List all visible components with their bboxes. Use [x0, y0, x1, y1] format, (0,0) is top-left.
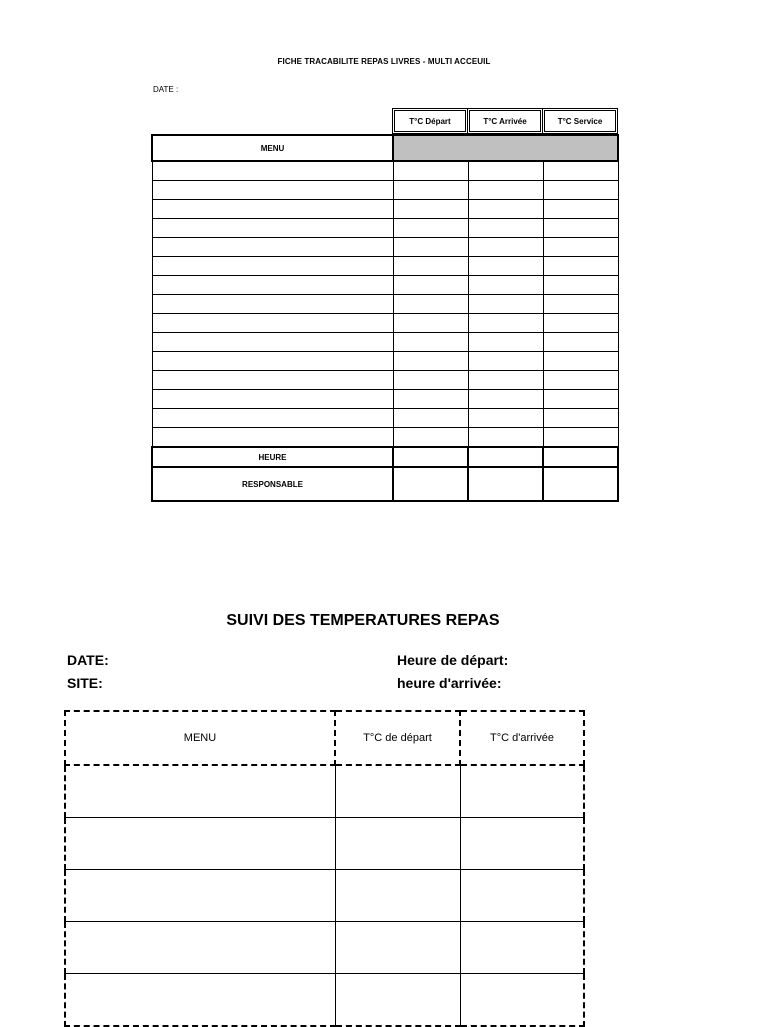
form1-menu-row: [152, 135, 618, 161]
temp-arrivee-cell[interactable]: [468, 181, 543, 200]
temp-arrivee-cell[interactable]: [468, 390, 543, 409]
form2-col-header-depart: T°C de départ: [335, 711, 460, 765]
temp-service-cell[interactable]: [543, 219, 618, 238]
temp-service-cell[interactable]: [543, 257, 618, 276]
menu-cell[interactable]: [65, 818, 335, 870]
temp-arrivee-cell[interactable]: [468, 257, 543, 276]
table-row: [65, 922, 584, 974]
temp-service-cell[interactable]: [543, 371, 618, 390]
table-row: [65, 974, 584, 1027]
temp-arrivee-cell[interactable]: [468, 371, 543, 390]
table-row: [152, 314, 618, 333]
form1-heure-label: HEURE: [152, 447, 393, 467]
temp-depart-cell[interactable]: [393, 333, 468, 352]
menu-cell[interactable]: [152, 333, 393, 352]
table-row: [152, 257, 618, 276]
responsable-arrivee-cell[interactable]: [468, 467, 543, 501]
temp-service-cell[interactable]: [543, 161, 618, 181]
temp-arrivee-cell[interactable]: [468, 161, 543, 181]
menu-cell[interactable]: [152, 238, 393, 257]
menu-cell[interactable]: [152, 314, 393, 333]
temp-depart-cell[interactable]: [393, 428, 468, 448]
menu-cell[interactable]: [152, 181, 393, 200]
temp-arrivee-cell[interactable]: [468, 314, 543, 333]
menu-cell[interactable]: [152, 295, 393, 314]
table-row: [152, 200, 618, 219]
temp-service-cell[interactable]: [543, 314, 618, 333]
temp-service-cell[interactable]: [543, 238, 618, 257]
table-row: [152, 276, 618, 295]
menu-cell[interactable]: [152, 200, 393, 219]
temp-depart-cell[interactable]: [393, 314, 468, 333]
temp-service-cell[interactable]: [543, 390, 618, 409]
table-row: [152, 295, 618, 314]
temp-depart-cell[interactable]: [393, 371, 468, 390]
menu-cell[interactable]: [152, 390, 393, 409]
table-row: [152, 371, 618, 390]
temp-arrivee-cell[interactable]: [468, 238, 543, 257]
temp-arrivee-cell[interactable]: [460, 818, 584, 870]
menu-cell[interactable]: [152, 161, 393, 181]
form1-menu-shaded-cell: [393, 135, 618, 161]
temp-depart-cell[interactable]: [393, 295, 468, 314]
temp-depart-cell[interactable]: [335, 974, 460, 1027]
table-row: [152, 181, 618, 200]
form1-col-header-arrivee: T°C Arrivée: [467, 108, 543, 134]
table-row: [65, 818, 584, 870]
temp-arrivee-cell[interactable]: [468, 352, 543, 371]
temp-arrivee-cell[interactable]: [468, 295, 543, 314]
temp-arrivee-cell[interactable]: [468, 219, 543, 238]
temp-depart-cell[interactable]: [393, 161, 468, 181]
table-row: [152, 238, 618, 257]
table-row: [152, 428, 618, 448]
form2-heure-depart-label: Heure de départ:: [397, 652, 509, 668]
temp-service-cell[interactable]: [543, 200, 618, 219]
temp-depart-cell[interactable]: [393, 257, 468, 276]
temp-depart-cell[interactable]: [393, 390, 468, 409]
temp-arrivee-cell[interactable]: [468, 333, 543, 352]
temp-depart-cell[interactable]: [393, 276, 468, 295]
temp-depart-cell[interactable]: [393, 219, 468, 238]
temp-depart-cell[interactable]: [393, 409, 468, 428]
table-row: [152, 333, 618, 352]
menu-cell[interactable]: [65, 974, 335, 1027]
temp-depart-cell[interactable]: [335, 870, 460, 922]
temp-arrivee-cell[interactable]: [460, 765, 584, 818]
form2-table: [64, 710, 585, 1027]
temp-arrivee-cell[interactable]: [460, 922, 584, 974]
menu-cell[interactable]: [152, 219, 393, 238]
form1-responsable-row: [152, 467, 618, 501]
temp-depart-cell[interactable]: [393, 238, 468, 257]
table-row: [152, 409, 618, 428]
temp-service-cell[interactable]: [543, 333, 618, 352]
table-row: [65, 870, 584, 922]
table-row: [152, 219, 618, 238]
menu-cell[interactable]: [152, 428, 393, 448]
form1-heure-row: [152, 447, 618, 467]
temp-depart-cell[interactable]: [335, 818, 460, 870]
menu-cell[interactable]: [65, 765, 335, 818]
form1-table: [151, 134, 619, 502]
temp-service-cell[interactable]: [543, 352, 618, 371]
temp-arrivee-cell[interactable]: [468, 428, 543, 448]
temp-arrivee-cell[interactable]: [468, 200, 543, 219]
heure-service-cell[interactable]: [543, 447, 618, 467]
temp-service-cell[interactable]: [543, 295, 618, 314]
responsable-depart-cell[interactable]: [393, 467, 468, 501]
form1-col-header-depart: T°C Départ: [392, 108, 468, 134]
temp-arrivee-cell[interactable]: [468, 409, 543, 428]
table-row: [65, 765, 584, 818]
heure-arrivee-cell[interactable]: [468, 447, 543, 467]
menu-cell[interactable]: [152, 371, 393, 390]
temp-depart-cell[interactable]: [393, 181, 468, 200]
temp-arrivee-cell[interactable]: [460, 974, 584, 1027]
heure-depart-cell[interactable]: [393, 447, 468, 467]
temp-arrivee-cell[interactable]: [460, 870, 584, 922]
temp-depart-cell[interactable]: [335, 922, 460, 974]
temp-service-cell[interactable]: [543, 428, 618, 448]
form2-col-header-arrivee: T°C d'arrivée: [460, 711, 584, 765]
responsable-service-cell[interactable]: [543, 467, 618, 501]
form2-heure-arrivee-label: heure d'arrivée:: [397, 675, 502, 691]
temp-arrivee-cell[interactable]: [468, 276, 543, 295]
menu-cell[interactable]: [152, 276, 393, 295]
form1-date-label: DATE :: [153, 85, 179, 94]
form1-col-header-service: T°C Service: [542, 108, 618, 134]
menu-cell[interactable]: [152, 352, 393, 371]
menu-cell[interactable]: [152, 409, 393, 428]
menu-cell[interactable]: [65, 870, 335, 922]
form2-date-label: DATE:: [67, 652, 109, 668]
menu-cell[interactable]: [65, 922, 335, 974]
temp-depart-cell[interactable]: [335, 765, 460, 818]
form2-header-row: [65, 711, 584, 765]
form1-title: FICHE TRACABILITE REPAS LIVRES - MULTI ACCEUIL: [277, 57, 491, 66]
table-row: [152, 352, 618, 371]
temp-depart-cell[interactable]: [393, 352, 468, 371]
temp-service-cell[interactable]: [543, 409, 618, 428]
form1-responsable-label: RESPONSABLE: [152, 467, 393, 501]
table-row: [152, 161, 618, 181]
temp-service-cell[interactable]: [543, 276, 618, 295]
form2-title: SUIVI DES TEMPERATURES REPAS: [226, 612, 500, 629]
form1-menu-label: MENU: [152, 135, 393, 161]
temp-depart-cell[interactable]: [393, 200, 468, 219]
form2-site-label: SITE:: [67, 675, 103, 691]
table-row: [152, 390, 618, 409]
form2-col-header-menu: MENU: [65, 711, 335, 765]
menu-cell[interactable]: [152, 257, 393, 276]
temp-service-cell[interactable]: [543, 181, 618, 200]
